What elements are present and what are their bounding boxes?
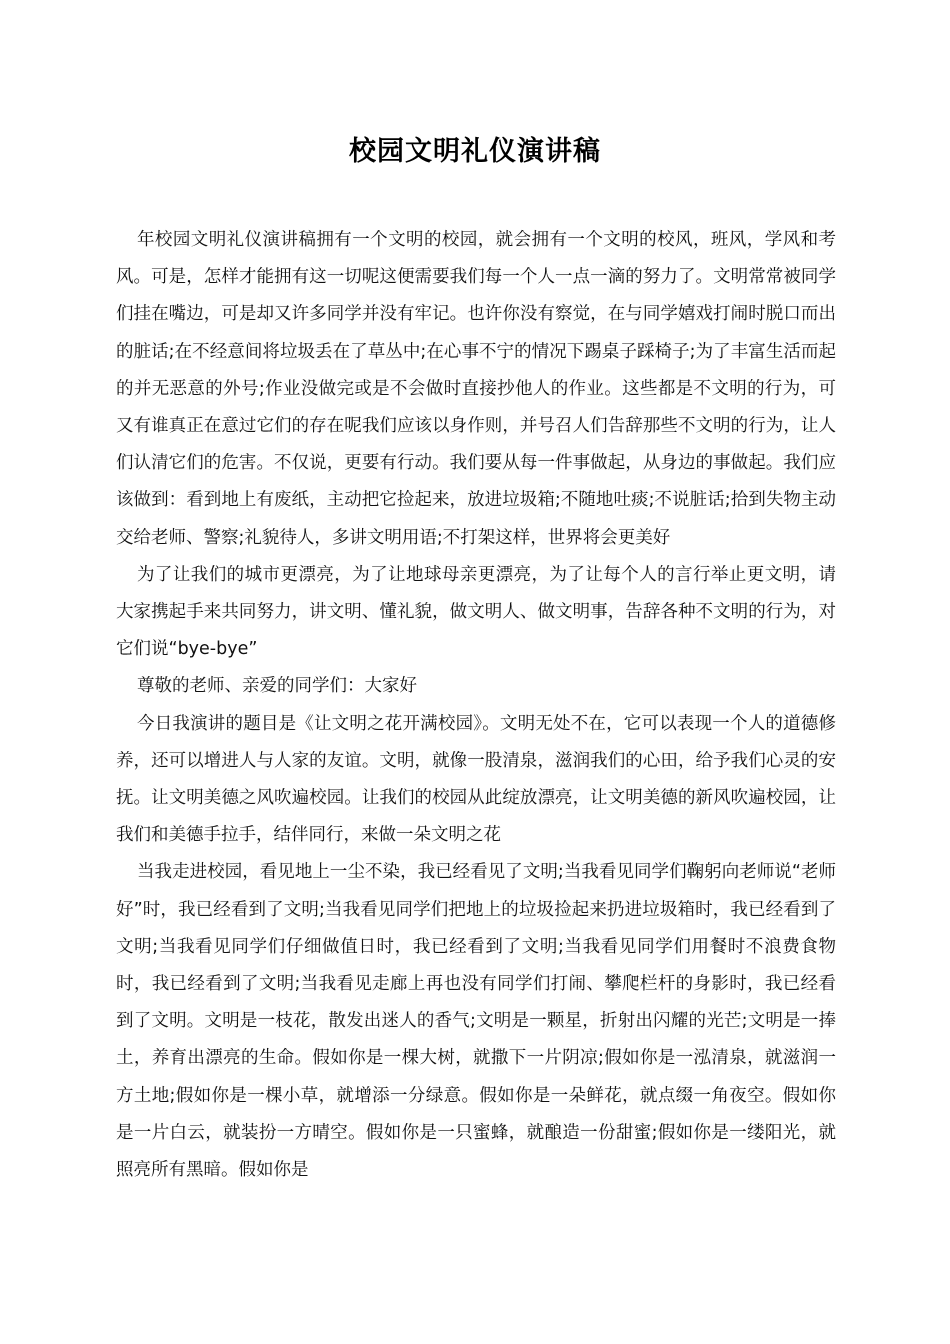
paragraph: 尊敬的老师、亲爱的同学们：大家好 (137, 676, 417, 697)
paragraph: 当我走进校园，看见地上一尘不染，我已经看见了文明;当我看见同学们鞠躬向老师说“老师好”时，我已经看到了文明;当我看见同学们把地上的垃圾捡起来扔进垃圾箱时，我已经看到了文明;当我看见同学们仔细做值日时，我已经看到了文明;当我看见同学们用餐时不浪费食物时，我已经看到了文明;当我看见走廊上再也没有同学们打闹、攀爬栏杆的身影时，我已经看到了文明。文明是一枝花，散发出迷人的香气;文明是一颗星，折射出闪耀的光芒;文明是一捧土，养育出漂亮的生命。假如你是一棵大树，就撒下一片阴凉;假如你是一泓清泉，就滋润一方土地;假如你是一棵小草，就增添一分绿意。假如你是一朵鲜花，就点缀一角夜空。假如你是一片白云，就装扮一方晴空。假如你是一只蜜蜂，就酿造一份甜蜜;假如你是一缕阳光，就照亮所有黑暗。假如你是 (116, 862, 836, 1181)
document-body (116, 222, 836, 1189)
paragraph: 为了让我们的城市更漂亮，为了让地球母亲更漂亮，为了让每个人的言行举止更文明，请大家携起手来共同努力，讲文明、懂礼貌，做文明人、做文明事，告辞各种不文明的行为，对它们说“bye-bye” (116, 564, 836, 660)
document-title: 校园文明礼仪演讲稿 (349, 136, 601, 167)
paragraph: 今日我演讲的题目是《让文明之花开满校园》。文明无处不在，它可以表现一个人的道德修养，还可以增进人与人家的友谊。文明，就像一股清泉，滋润我们的心田，给予我们心灵的安抚。让文明美德之风吹遍校园。让我们的校园从此绽放漂亮，让文明美德的新风吹遍校园，让我们和美德手拉手，结伴同行，来做一朵文明之花 (116, 713, 836, 846)
paragraph: 年校园文明礼仪演讲稿拥有一个文明的校园，就会拥有一个文明的校风，班风，学风和考风。可是，怎样才能拥有这一切呢这便需要我们每一个人一点一滴的努力了。文明常常被同学们挂在嘴边，可是却又许多同学并没有牢记。也许你没有察觉，在与同学嬉戏打闹时脱口而出的脏话;在不经意间将垃圾丢在了草丛中;在心事不宁的情况下踢桌子踩椅子;为了丰富生活而起的并无恶意的外号;作业没做完或是不会做时直接抄他人的作业。这些都是不文明的行为，可又有谁真正在意过它们的存在呢我们应该以身作则，并号召人们告辞那些不文明的行为，让人们认清它们的危害。不仅说，更要有行动。我们要从每一件事做起，从身边的事做起。我们应该做到：看到地上有废纸，主动把它捡起来，放进垃圾箱;不随地吐痰;不说脏话;拾到失物主动交给老师、警察;礼貌待人，多讲文明用语;不打架这样，世界将会更美好 (116, 230, 836, 548)
